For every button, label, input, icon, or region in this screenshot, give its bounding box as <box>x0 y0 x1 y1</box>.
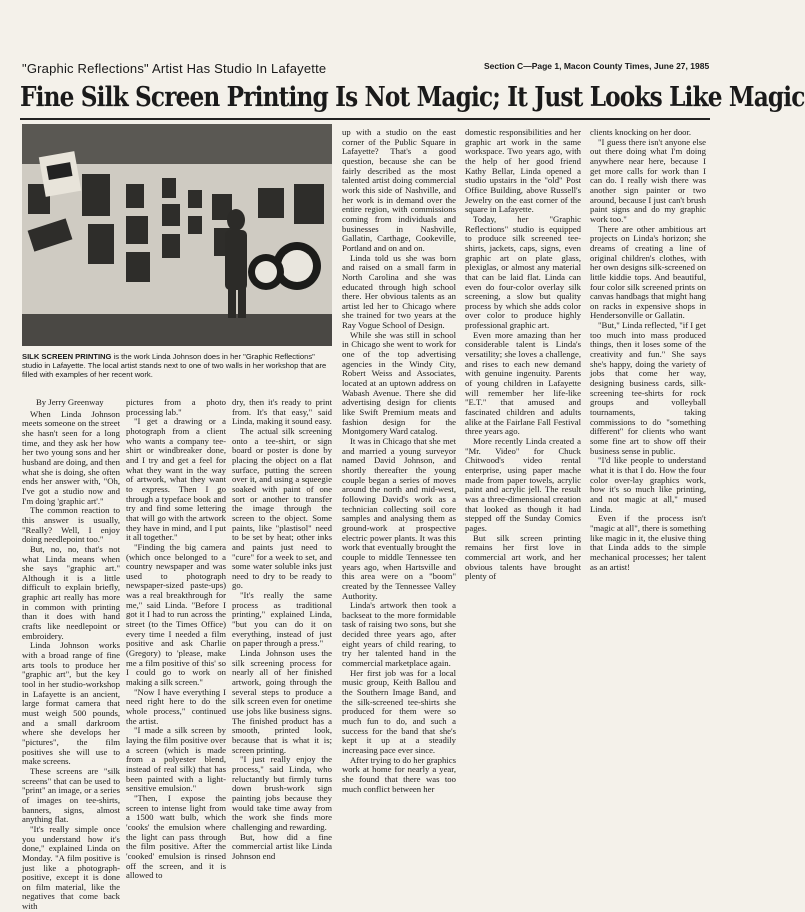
paragraph: "I guess there isn't anyone else out there doing what I'm doing anywhere near here, because I get more calls for work than I can do. I really wish there was another sign painter or two around, because I just can't brush paint signs and do my graphic work too." <box>590 136 706 224</box>
paragraph: Linda Johnson uses the silk screening process for nearly all of her finished artwork, going through the several steps to produce a silk screen even for onetime use jobs like business signs. The finished product has a smooth, printed look, because that is what it is; screen printing. <box>232 648 332 755</box>
paragraph: More recently Linda created a "Mr. Video" for Chuck Chitwood's video rental enterprise, using paper mache made from paper towels, acrylic paint and acrylic jell. The result was a three-dimensional creation that looked as though it had stepped off the Sunday Comics pages. <box>465 436 581 533</box>
paragraph: But silk screen printing remains her first love in commercial art work, and her obvious talents have brought plenty of <box>465 532 581 582</box>
paragraph: "Now I have everything I need right here to do the whole process," continued the artist. <box>126 686 226 726</box>
paragraph: "I get a drawing or a photograph from a client who wants a company tee-shirt or windbreaker done, and I try and get a feel for what they want in the way of artwork, what they want to express. Then I go through a typeface book and try and find some lettering that will go with the artwork they have in mind, and I put it all together." <box>126 416 226 543</box>
headline: Fine Silk Screen Printing Is Not Magic; It Just Looks Like Magic <box>20 82 805 113</box>
folio: Section C—Page 1, Macon County Times, June 27, 1985 <box>484 61 710 71</box>
paragraph: Even if the process isn't "magic at all", there is something like magic in it, the elusive thing that Linda adds to the simple mechanical processes; her talent as an artist! <box>590 513 706 572</box>
paragraph: "I just really enjoy the process," said Linda, who reluctantly but firmly turns down brush-work sign painting jobs because they would take time away from the work she finds more challenging and rewarding. <box>232 754 332 832</box>
article-column-6 <box>590 128 706 572</box>
paragraph: Today, her "Graphic Reflections" studio is equipped to produce silk screened tee-shirts, jackets, caps, signs, even graphic art on plate glass, plexiglas, or almost any material that can be laid flat. Linda can even do four-color overlay silk screening, a slow but quality process by which she adds color over color to produce highly professional graphic art. <box>465 213 581 331</box>
paragraph: But, how did a fine commercial artist like Linda Johnson end <box>232 831 332 861</box>
paragraph: "I'd like people to understand what it is that I do. How the four color over-lay graphics work, how it's so much like printing, and not magic at all," mused Linda. <box>590 455 706 514</box>
paragraph: "Then, I expose the screen to intense light from a 1500 watt bulb, which 'cooks' the emulsion where the light can pass through the film positive. After the 'cooked' emulsion is rinsed off the screen, and it is allowed to <box>126 792 226 881</box>
article-column-1 <box>22 398 120 912</box>
paragraph: Her first job was for a local music group, Keith Ballou and the Southern Image Band, and the silk-screened tee-shirts she produced for them were so much fun to do, and such a success for the band that she's kept it up at a steadily increasing pace ever since. <box>342 667 456 755</box>
paragraph: dry, then it's ready to print from. It's that easy," said Linda, making it sound easy. <box>232 397 332 427</box>
photo-caption <box>22 352 334 379</box>
paragraph: After trying to do her graphics work at home for nearly a year, she found that there was too much conflict between her <box>342 754 456 794</box>
paragraph: up with a studio on the east corner of the Public Square in Lafayette? That's a good question, because she can be fairly described as the most talented artist doing commercial work this side of Nashville, and her work is in demand over the entire region, with commissions coming from individuals and businesses in Nashville, Gallatin, Carthage, Cookeville, Portland and on and on. <box>342 127 456 253</box>
studio-photo <box>22 124 332 346</box>
caption-text: is the work Linda Johnson does in her "Graphic Reflections" studio in Lafayette. The local artist stands next to one of two walls in her workshop that are filled with examples of her recent work. <box>22 352 327 379</box>
paragraph: These screens are "silk screens" that can be used to "print" an image, or a series of images on tee-shirts, banners, signs, almost anything flat. <box>22 765 120 825</box>
paragraph: pictures from a photo processing lab." <box>126 397 226 417</box>
paragraph: clients knocking on her door. <box>590 127 692 137</box>
paragraph: "But," Linda reflected, "if I get too much into mass produced things, then it loses some of the creativity and fun." She says she's happy, doing the variety of jobs that come her way, designing business cards, silk-screening tee-shirts for rock groups and volleyball tournaments, taking commissions to do "something different" for clients who want some fine art to show off their business sense in public. <box>590 320 706 456</box>
paragraph: It was in Chicago that she met and married a young surveyor named David Johnson, and shortly thereafter the young couple began a series of moves around the north and mid-west, following David's work as a technician collecting soil core samples and analysing them as ground-work at prospective electric power plants. It was this work that eventually brought the couple to middle Tennessee ten years ago, when Hartsville and this area were on a "boom" created by the Tennessee Valley Authority. <box>342 436 456 601</box>
paragraph: The common reaction to this answer is usually, "Really? Well, I enjoy doing needlepoint too." <box>22 505 120 545</box>
paragraph: "It's really the same process as traditional printing," explained Linda, "but you can do it on everything, instead of just on paper through a press." <box>232 590 332 649</box>
paragraph: Linda told us she was born and raised on a small farm in North Carolina and she was educated through high school there. Her obvious talents as an artist led her to Chicago where she trained for two years at the Ray Vogue School of Design. <box>342 252 456 331</box>
paragraph: "It's really simple once you understand how it's done," explained Linda on Monday. "A film positive is just like a photograph-positive, except it is done on film material, like the negatives that come back with <box>22 823 120 912</box>
kicker: "Graphic Reflections" Artist Has Studio In Lafayette <box>22 61 327 76</box>
paragraph: domestic responsibilities and her graphic art work in the same workspace. Two years ago, with the help of her good friend Kathy Bellar, Linda opened a studio upstairs in the "old" Post Office Building, above Russell's Jewelry on the east corner of the square in Lafayette. <box>465 127 581 215</box>
headline-rule <box>20 118 710 120</box>
paragraph: Linda Johnson works with a broad range of fine arts tools to produce her "graphic art", but the key tool in her studio-workshop in Lafayette is an ancient, large format camera that must weigh 500 pounds, and a small darkroom where she develops her "pictures", the film positives she will use to make screens. <box>22 640 120 767</box>
paragraph: Even more amazing than her considerable talent is Linda's versatility; she loves a challenge, and rises to each new demand with genuine ingenuity. Parents of young children in Lafayette will remember her life-like "E.T." that amused and fascinated children and adults alike at the Fairlane Fall Festival three years ago. <box>465 329 581 437</box>
article-column-4 <box>342 128 456 794</box>
paragraph: When Linda Johnson meets someone on the street she hasn't seen for a long time, and they ask her how her two young sons and her husband are doing, and then what she is doing, she often ends her answer with, "Oh, I've got a studio now and I'm doing 'graphic art'." <box>22 408 120 506</box>
caption-lead: SILK SCREEN PRINTING <box>22 352 112 361</box>
paragraph: "Finding the big camera (which once belonged to a country newspaper and was used to photograph newspaper-sized paste-ups) was a real breakthrough for me," said Linda. "Before I got it I had to run across the street (to the Times Office) every time I needed a film positive and ask Charlie (Gregory) to 'please, make me a film positive of this' so I could go to work on making a silk screen." <box>126 541 226 688</box>
article-column-2 <box>126 398 226 881</box>
article-column-3 <box>232 398 332 862</box>
paragraph: While she was still in school in Chicago she went to work for one of the top advertising agencies in the Windy City, Robert Weiss and Associates, located at an uptown address on Wabash Avenue. There she did advertising design for clients like Swift Premium meats and fashion design for the Montgomery Ward catalog. <box>342 329 456 437</box>
byline: By Jerry Greenway <box>36 397 104 407</box>
paragraph: "I made a silk screen by laying the film positive over a screen (which is made from a polyester blend, instead of real silk) that has been painted with a light-sensitive emulsion." <box>126 725 226 794</box>
paragraph: There are other ambitious art projects on Linda's horizon; she dreams of creating a line of original children's clothes, with her own designs silk-screened on little kiddie tops. And beautiful, four color silk screened prints on canvas handbags that might hang on racks in expensive shops in Hendersonville or Gallatin. <box>590 223 706 321</box>
paragraph: The actual silk screening onto a tee-shirt, or sign board or poster is done by placing the object on a flat surface, putting the screen over it, and using a squeegie soaked with paint of one sort or another to transfer the image through the screen to the object. Some paints, like "plastisol" need to be set by heat; other inks and paints just need to "cure" for a week to set, and some water soluble inks just need to dry to be ready to go. <box>232 425 332 591</box>
article-column-5 <box>465 128 581 582</box>
paragraph: But, no, no, that's not what Linda means when she says "graphic art." Although it is a little difficult to explain briefly, graphic art really has more in common with printing than it does with hand crafts like needlepoint or embroidery. <box>22 543 120 641</box>
paragraph: Linda's artwork then took a backseat to the more formidable task of raising two sons, but she decided three years ago, after eight years of child rearing, to try her talented hand in the commercial marketplace again. <box>342 600 456 669</box>
